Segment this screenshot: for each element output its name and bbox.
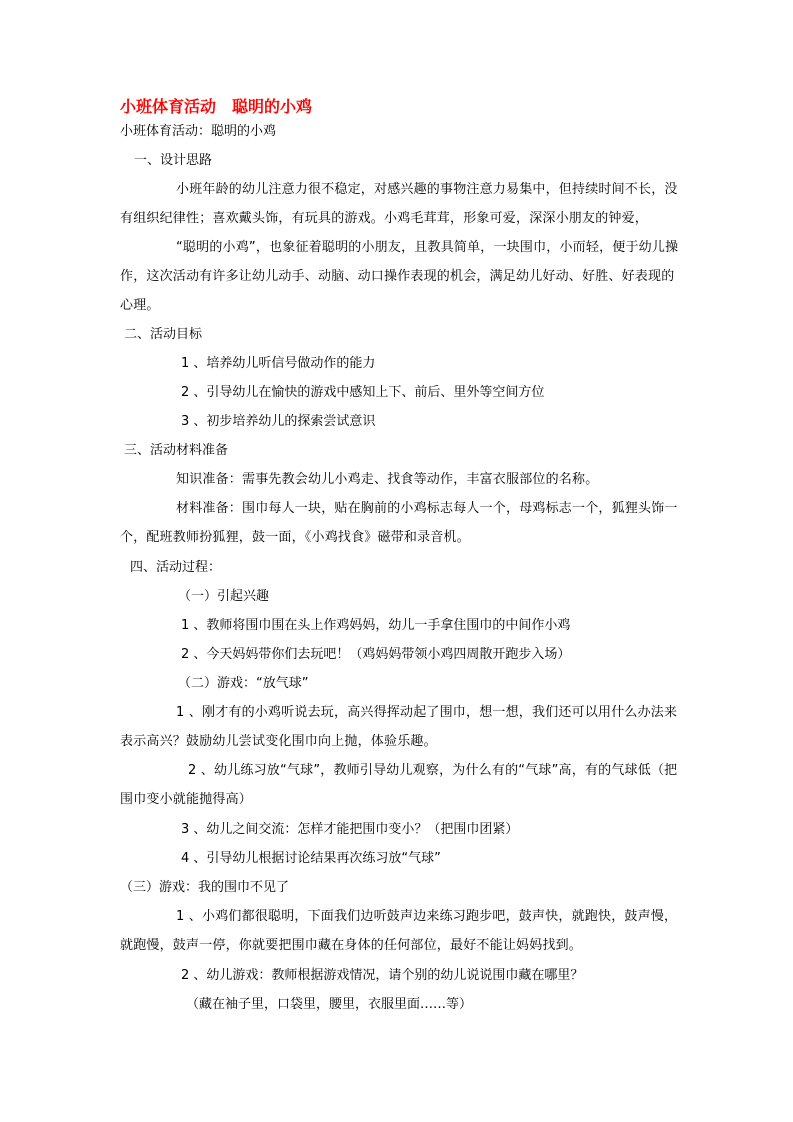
section-heading-goals: 二、活动目标 <box>124 327 203 342</box>
section-heading-materials: 三、活动材料准备 <box>124 443 229 458</box>
part-heading-3: （三）游戏：我的围巾不见了 <box>120 880 290 895</box>
knowledge-preparation: 知识准备：需事先教会幼儿小鸡走、找食等动作，丰富衣服部位的名称。 <box>176 472 599 487</box>
document-subtitle: 小班体育活动：聪明的小鸡 <box>120 124 277 139</box>
part1-item-2: 2 、今天妈妈带你们去玩吧！（鸡妈妈带领小鸡四周散开跑步入场） <box>181 647 571 662</box>
goal-item-2: 2 、引导幼儿在愉快的游戏中感知上下、前后、里外等空间方位 <box>181 385 545 400</box>
part-heading-1: （一）引起兴趣 <box>178 589 270 604</box>
materials-preparation: 材料准备：围巾每人一块，贴在胸前的小鸡标志每人一个，母鸡标志一个，狐狸头饰一个，配班教师扮狐狸，鼓一面，《小鸡找食》磁带和录音机。 <box>120 501 678 545</box>
part3-item-1: 1 、小鸡们都很聪明，下面我们边听鼓声边来练习跑步吧，鼓声快，就跑快，鼓声慢，就跑慢，鼓声一停，你就要把围巾藏在身体的任何部位，最好不能让妈妈找到。 <box>120 909 678 953</box>
part2-item-2: 2 、幼儿练习放“气球”，教师引导幼儿观察，为什么有的“气球”高，有的气球低（把围巾变小就能抛得高） <box>120 763 678 807</box>
part2-item-1: 1 、刚才有的小鸡听说去玩，高兴得挥动起了围巾，想一想，我们还可以用什么办法来表示高兴？鼓励幼儿尝试变化围巾向上抛，体验乐趣。 <box>120 705 678 749</box>
part-heading-2: （二）游戏：“放气球” <box>178 676 309 691</box>
goal-item-3: 3 、初步培养幼儿的探索尝试意识 <box>181 414 376 429</box>
part3-item-3: （藏在袖子里，口袋里，腰里，衣服里面……等） <box>186 997 473 1012</box>
part3-item-2: 2 、幼儿游戏：教师根据游戏情况，请个别的幼儿说说围巾藏在哪里？ <box>181 968 584 983</box>
part2-item-4: 4 、引导幼儿根据讨论结果再次练习放“气球” <box>181 851 441 866</box>
section-heading-design: 一、设计思路 <box>134 153 213 168</box>
document-title: 小班体育活动 聪明的小鸡 <box>120 97 313 116</box>
design-paragraph-2: “聪明的小鸡”，也象征着聪明的小朋友，且教具简单，一块围巾，小而轻，便于幼儿操作，这次活动有许多让幼儿动手、动脑、动口操作表现的机会，满足幼儿好动、好胜、好表现的心理。 <box>120 240 679 313</box>
part2-item-3: 3 、幼儿之间交流：怎样才能把围巾变小？（把围巾团紧） <box>181 822 519 837</box>
design-paragraph-1: 小班年龄的幼儿注意力很不稳定，对感兴趣的事物注意力易集中，但持续时间不长，没有组织纪律性；喜欢戴头饰，有玩具的游戏。小鸡毛茸茸，形象可爱，深深小朋友的钟爱， <box>120 182 678 226</box>
part1-item-1: 1 、教师将围巾围在头上作鸡妈妈，幼儿一手拿住围巾的中间作小鸡 <box>181 618 571 633</box>
goal-item-1: 1 、培养幼儿听信号做动作的能力 <box>181 356 376 371</box>
section-heading-process: 四、活动过程： <box>130 560 222 575</box>
